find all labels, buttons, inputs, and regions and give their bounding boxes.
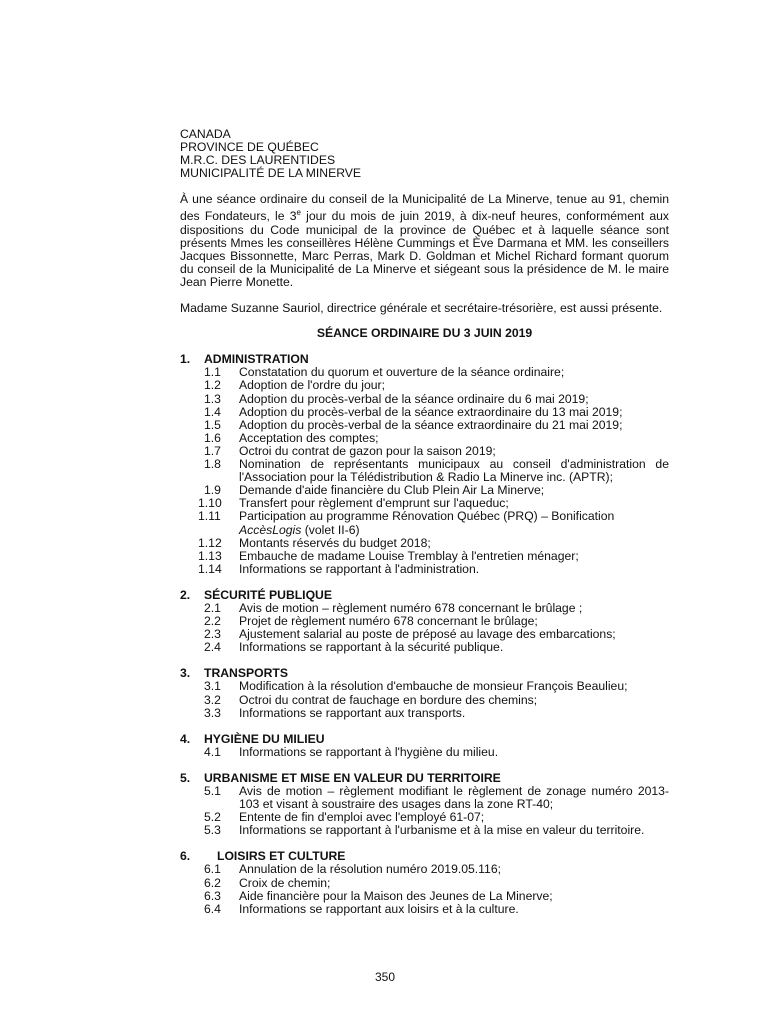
item-text: Projet de règlement numéro 678 concernant le brûlage;	[239, 614, 538, 629]
section-title: TRANSPORTS	[204, 666, 288, 681]
agenda-item	[180, 903, 669, 916]
item-text: Informations se rapportant aux transports.	[239, 705, 466, 720]
item-number: 1.1	[204, 365, 221, 380]
item-number: 1.11	[198, 509, 221, 524]
intro-text-start: À une séance ordinaire du conseil de la Municipalité de La Minerve, tenue au 91, chemin des Fondateurs, le 3	[180, 192, 669, 224]
intro-paragraph	[180, 193, 669, 289]
item-number: 2.1	[204, 600, 221, 615]
address-block	[180, 128, 669, 180]
agenda-item	[180, 393, 669, 406]
item-number: 1.7	[204, 443, 221, 458]
agenda-item	[180, 563, 669, 576]
agenda-item	[180, 785, 669, 811]
item-text: Aide financière pour la Maison des Jeunes de La Minerve;	[239, 888, 553, 903]
item-text: Montants réservés du budget 2018;	[239, 535, 431, 550]
item-text: Acceptation des comptes;	[239, 430, 379, 445]
item-number: 1.3	[204, 391, 221, 406]
section-title: HYGIÈNE DU MILIEU	[204, 731, 325, 746]
item-text-suffix: (volet II-6)	[301, 522, 360, 537]
agenda-section	[180, 772, 669, 837]
item-number: 1.5	[204, 417, 221, 432]
agenda-item	[180, 890, 669, 903]
item-number: 5.2	[204, 810, 221, 825]
section-title: URBANISME ET MISE EN VALEUR DU TERRITOIRE	[204, 770, 501, 785]
intro-text-end: jour du mois de juin 2019, à dix-neuf heures, conformément aux dispositions du Code municipal de la province de Québec et à laquelle séance sont présents Mmes les conseillères Hélène Cummings et Ève Darmana et MM. les conseillers Jacques Bissonnette, Marc Perras, Mark D. Goldman et Michel Richard formant quorum du conseil de la Municipalité de La Minerve et siégeant sous la présidence de M. le maire Jean Pierre Monette.	[180, 209, 669, 289]
item-text: Croix de chemin;	[239, 875, 331, 890]
address-line: PROVINCE DE QUÉBEC	[180, 140, 319, 155]
page-number: 350	[374, 970, 396, 984]
item-number: 1.10	[198, 496, 222, 511]
presence-paragraph: Madame Suzanne Sauriol, directrice générale et secrétaire-trésorière, est aussi présente.	[180, 301, 663, 316]
section-heading	[180, 589, 669, 602]
item-text: Transfert pour règlement d'emprunt sur l'aqueduc;	[239, 496, 509, 511]
item-text: Avis de motion – règlement numéro 678 concernant le brûlage ;	[239, 600, 583, 615]
section-number: 4.	[180, 731, 191, 746]
item-number: 5.3	[204, 823, 221, 838]
agenda-item	[180, 510, 669, 536]
document-body	[180, 128, 669, 916]
item-number: 1.9	[204, 483, 221, 498]
item-text: Informations se rapportant aux loisirs et à la culture.	[239, 901, 519, 916]
item-number: 6.2	[204, 875, 221, 890]
item-number: 1.12	[198, 535, 222, 550]
agenda-item	[180, 379, 669, 392]
agenda-section	[180, 733, 669, 759]
agenda-item	[180, 707, 669, 720]
item-text: Adoption du procès-verbal de la séance ordinaire du 6 mai 2019;	[239, 391, 589, 406]
item-text: Informations se rapportant à l'administration.	[239, 561, 480, 576]
item-text: Adoption de l'ordre du jour;	[239, 378, 385, 393]
item-number: 5.1	[204, 784, 221, 798]
item-number: 6.3	[204, 888, 221, 903]
item-text: Demande d'aide financière du Club Plein Air La Minerve;	[239, 483, 545, 498]
section-number: 5.	[180, 770, 191, 785]
item-number: 1.13	[198, 548, 222, 563]
item-text: Entente de fin d'emploi avec l'employé 61-07;	[239, 810, 485, 825]
section-title: SÉCURITÉ PUBLIQUE	[204, 587, 332, 602]
item-number: 6.4	[204, 901, 221, 916]
section-number: 6.	[180, 849, 191, 864]
item-number: 2.2	[204, 614, 221, 629]
item-text: Embauche de madame Louise Tremblay à l'entretien ménager;	[239, 548, 579, 563]
item-text: Informations se rapportant à la sécurité publique.	[239, 640, 504, 655]
section-number: 3.	[180, 666, 191, 681]
item-number: 6.1	[204, 862, 221, 877]
item-text: Adoption du procès-verbal de la séance extraordinaire du 21 mai 2019;	[239, 417, 623, 432]
item-number: 1.14	[198, 561, 222, 576]
section-heading	[180, 733, 669, 746]
item-number: 2.3	[204, 627, 221, 642]
item-text: Constatation du quorum et ouverture de la séance ordinaire;	[239, 365, 565, 380]
item-text: Informations se rapportant à l'urbanisme et à la mise en valeur du territoire.	[239, 823, 645, 838]
agenda-item	[180, 550, 669, 563]
item-number: 2.4	[204, 640, 221, 655]
item-text-italic: AccèsLogis	[239, 522, 302, 537]
agenda-section	[180, 353, 669, 576]
section-title: LOISIRS ET CULTURE	[217, 849, 346, 864]
section-number: 2.	[180, 587, 191, 602]
address-line: M.R.C. DES LAURENTIDES	[180, 153, 336, 168]
agenda-item	[180, 406, 669, 419]
agenda-item	[180, 863, 669, 876]
item-text: Ajustement salarial au poste de préposé au lavage des embarcations;	[239, 627, 616, 642]
agenda-item	[180, 824, 669, 837]
item-number: 1.6	[204, 430, 221, 445]
agenda-sections	[180, 353, 669, 916]
agenda-item	[180, 537, 669, 550]
agenda-title: SÉANCE ORDINAIRE DU 3 JUIN 2019	[316, 326, 533, 341]
item-text: Octroi du contrat de fauchage en bordure des chemins;	[239, 692, 538, 707]
agenda-item	[180, 419, 669, 432]
agenda-section	[180, 667, 669, 719]
item-number: 3.3	[204, 705, 221, 720]
agenda-item	[180, 458, 669, 484]
item-text: Annulation de la résolution numéro 2019.05.116;	[239, 862, 501, 877]
agenda-item	[180, 746, 669, 759]
item-text-continuation	[239, 523, 360, 537]
section-number: 1.	[180, 352, 191, 367]
address-line: MUNICIPALITÉ DE LA MINERVE	[180, 166, 362, 181]
agenda-section	[180, 589, 669, 654]
item-text: Avis de motion – règlement modifiant le règlement de zonage numéro 2013-103 et visant à soustraire des usages dans la zone RT-40;	[239, 784, 669, 812]
agenda-item	[180, 694, 669, 707]
agenda-section	[180, 850, 669, 915]
agenda-item	[180, 641, 669, 654]
address-line: CANADA	[180, 127, 231, 141]
item-text: Informations se rapportant à l'hygiène du milieu.	[239, 744, 499, 759]
item-number: 4.1	[204, 744, 221, 759]
agenda-item	[180, 877, 669, 890]
item-text: Nomination de représentants municipaux au conseil d'administration de l'Association pour la Télédistribution & Radio La Minerve inc. (APTR);	[239, 457, 669, 485]
item-number: 3.2	[204, 692, 221, 707]
agenda-item	[180, 432, 669, 445]
item-text: Octroi du contrat de gazon pour la saison 2019;	[239, 443, 496, 458]
item-text: Adoption du procès-verbal de la séance extraordinaire du 13 mai 2019;	[239, 404, 623, 419]
item-text-main: Participation au programme Rénovation Québec (PRQ) – Bonification	[239, 509, 615, 524]
agenda-item	[180, 680, 669, 693]
item-text	[239, 510, 669, 536]
item-number: 1.2	[204, 378, 221, 393]
item-number: 1.8	[204, 457, 221, 472]
intro-ordinal-suffix: e	[296, 208, 301, 218]
item-text: Modification à la résolution d'embauche de monsieur François Beaulieu;	[239, 679, 628, 694]
item-number: 1.4	[204, 404, 221, 419]
item-number: 3.1	[204, 679, 221, 694]
section-title: ADMINISTRATION	[204, 352, 309, 367]
